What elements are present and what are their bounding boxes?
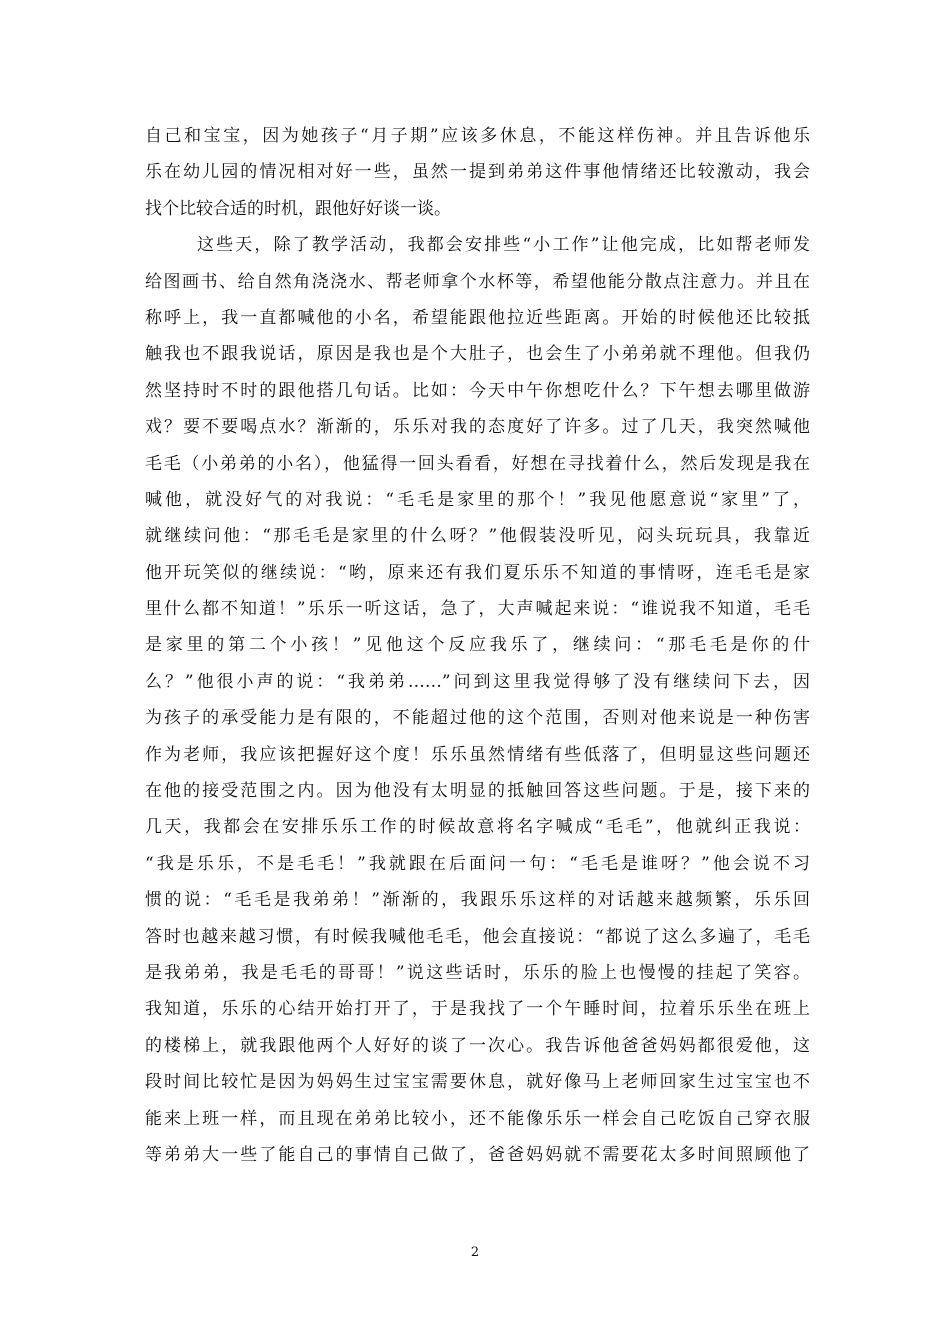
- text-line: 为孩子的承受能力是有限的，不能超过他的这个范围，否则对他来说是一种伤害: [145, 708, 810, 729]
- text-line: 能来上班一样，而且现在弟弟比较小，还不能像乐乐一样会自己吃饭自己穿衣服: [145, 1108, 810, 1129]
- text-line: 给图画书、给自然角浇浇水、帮老师拿个水杯等，希望他能分散点注意力。并且在: [145, 271, 810, 292]
- text-line: 称呼上，我一直都喊他的小名，希望能跟他拉近些距离。开始的时候他还比较抵: [145, 307, 810, 328]
- text-line: 我知道，乐乐的心结开始打开了，于是我找了一个午睡时间，拉着乐乐坐在班上: [145, 999, 810, 1020]
- text-line: 自己和宝宝，因为她孩子“月子期”应该多休息，不能这样伤神。并且告诉他乐: [145, 126, 810, 146]
- text-line: 的楼梯上，就我跟他两个人好好的谈了一次心。我告诉他爸爸妈妈都很爱他，这: [145, 1035, 810, 1056]
- body-text: [145, 118, 810, 1173]
- text-line: 是我弟弟，我是毛毛的哥哥！”说这些话时，乐乐的脸上也慢慢的挂起了笑容。: [145, 962, 810, 983]
- text-line: 就继续问他：“那毛毛是家里的什么呀？”他假装没听见，闷头玩玩具，我靠近: [145, 526, 810, 547]
- text-line: 他开玩笑似的继续说：“哟，原来还有我们夏乐乐不知道的事情呀，连毛毛是家: [145, 562, 810, 583]
- text-line: 喊他，就没好气的对我说：“毛毛是家里的那个！”我见他愿意说“家里”了，: [145, 489, 810, 510]
- text-line: 找个比较合适的时机，跟他好好谈一谈。: [145, 198, 451, 219]
- text-line: 戏？要不要喝点水？渐渐的，乐乐对我的态度好了许多。过了几天，我突然喊他: [145, 417, 810, 438]
- text-line: 在他的接受范围之内。因为他没有太明显的抵触回答这些问题。于是，接下来的: [145, 781, 810, 802]
- text-line: “我是乐乐，不是毛毛！”我就跟在后面问一句：“毛毛是谁呀？”他会说不习: [145, 853, 810, 874]
- page-number: 2: [470, 1245, 480, 1260]
- text-line: 触我也不跟我说话，原因是我也是个大肚子，也会生了小弟弟就不理他。但我仍: [145, 344, 810, 365]
- text-line: 然坚持时不时的跟他搭几句话。比如：今天中午你想吃什么？下午想去哪里做游: [145, 380, 810, 401]
- text-line: 乐在幼儿园的情况相对好一些，虽然一提到弟弟这件事他情绪还比较激动，我会: [145, 162, 810, 183]
- text-line: 么？”他很小声的说：“我弟弟……”问到这里我觉得够了没有继续问下去，因: [145, 671, 810, 692]
- text-line: 作为老师，我应该把握好这个度！乐乐虽然情绪有些低落了，但明显这些问题还: [145, 744, 810, 765]
- text-line: 毛毛（小弟弟的小名），他猛得一回头看看，好想在寻找着什么，然后发现是我在: [145, 453, 810, 474]
- text-line: 这些天，除了教学活动，我都会安排些“小工作”让他完成，比如帮老师发: [197, 235, 810, 256]
- text-line: 段时间比较忙是因为妈妈生过宝宝需要休息，就好像马上老师回家生过宝宝也不: [145, 1072, 810, 1093]
- text-line: 惯的说：“毛毛是我弟弟！”渐渐的，我跟乐乐这样的对话越来越频繁，乐乐回: [145, 890, 810, 911]
- text-line: 几天，我都会在安排乐乐工作的时候故意将名字喊成“毛毛”，他就纠正我说：: [145, 817, 810, 838]
- text-line: 里什么都不知道！”乐乐一听这话，急了，大声喊起来说：“谁说我不知道，毛毛: [145, 599, 810, 620]
- text-line: 答时也越来越习惯，有时候我喊他毛毛，他会直接说：“都说了这么多遍了，毛毛: [145, 926, 810, 947]
- text-line: 是家里的第二个小孩！”见他这个反应我乐了，继续问：“那毛毛是你的什: [145, 635, 810, 656]
- text-line: 等弟弟大一些了能自己的事情自己做了，爸爸妈妈就不需要花太多时间照顾他了: [145, 1144, 810, 1165]
